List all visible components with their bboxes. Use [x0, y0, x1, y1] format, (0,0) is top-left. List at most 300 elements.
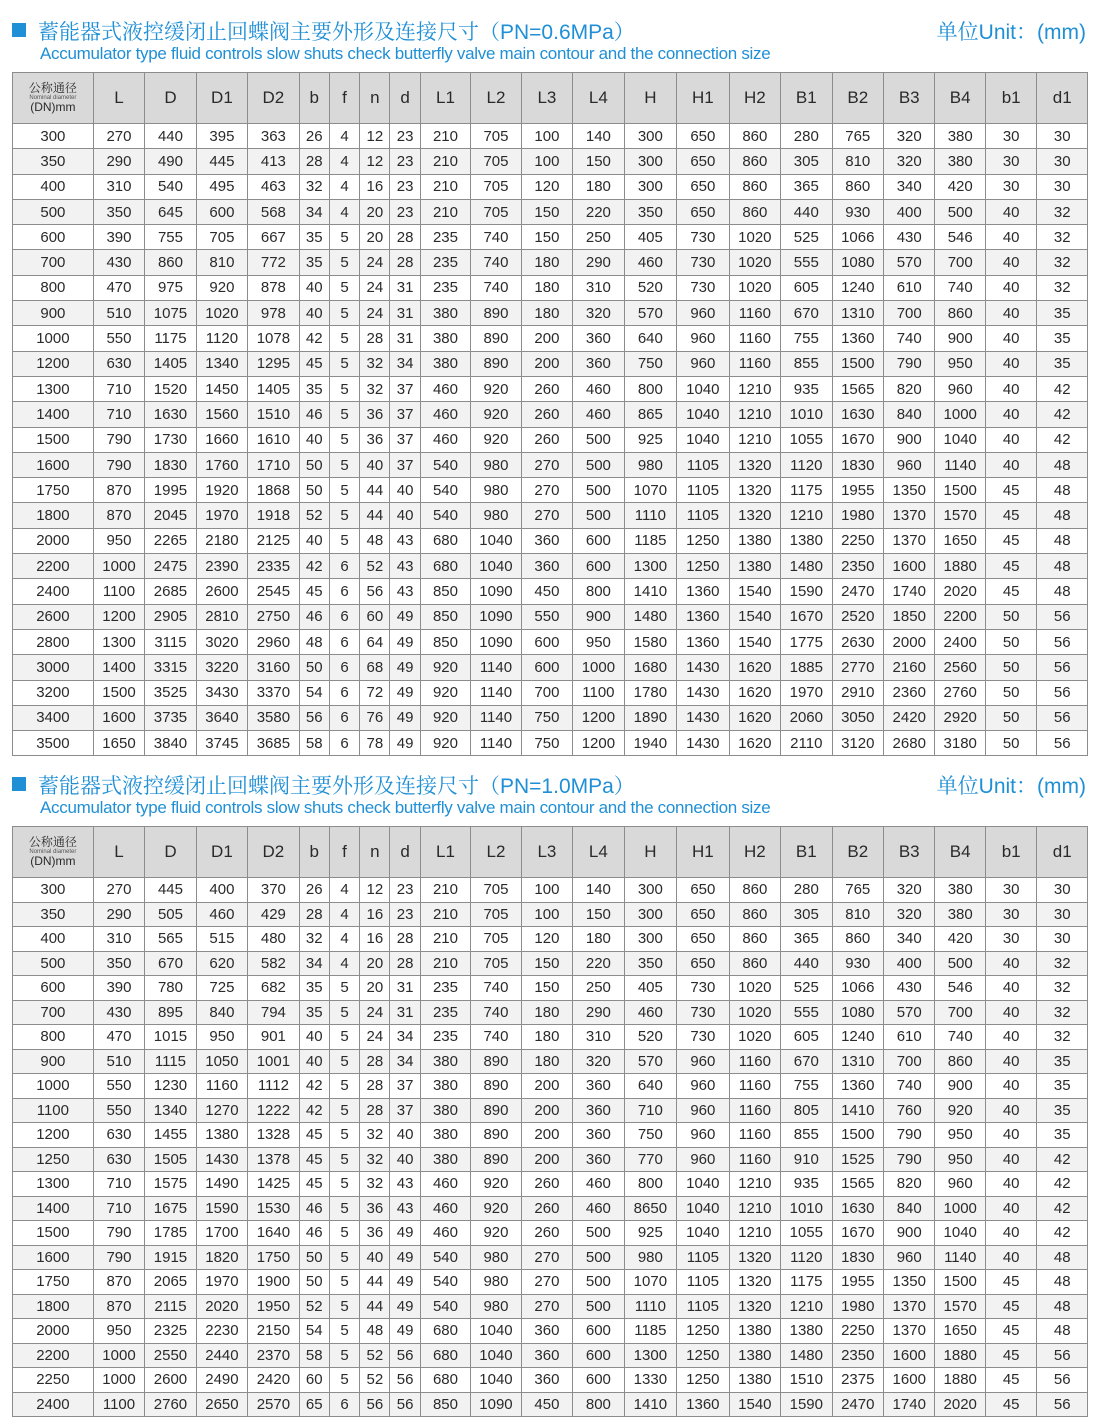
dimension-cell: 980: [471, 478, 521, 503]
dimension-cell: 49: [390, 629, 420, 654]
dn-cell: 1400: [13, 1196, 94, 1221]
dimension-cell: 45: [299, 1147, 329, 1172]
dn-cell: 400: [13, 927, 94, 952]
dimension-cell: 925: [624, 427, 676, 452]
dimension-cell: 1740: [884, 579, 935, 604]
dimension-cell: 800: [573, 579, 624, 604]
dimension-cell: 3115: [145, 629, 196, 654]
dimension-cell: 1650: [935, 1319, 985, 1344]
dimension-cell: 445: [145, 878, 196, 903]
dimension-cell: 1360: [677, 604, 729, 629]
column-header: D2: [248, 827, 299, 878]
dimension-cell: 35: [299, 976, 329, 1001]
dimension-cell: 395: [196, 124, 247, 149]
dimension-cell: 4: [329, 174, 359, 199]
dimension-cell: 42: [299, 326, 329, 351]
dimension-cell: 42: [1037, 427, 1088, 452]
dimension-cell: 24: [360, 1025, 390, 1050]
dimension-cell: 6: [329, 579, 359, 604]
dimension-cell: 755: [781, 326, 832, 351]
dimension-cell: 380: [420, 351, 470, 376]
dimension-cell: 3840: [145, 731, 196, 756]
dimension-cell: 23: [390, 124, 420, 149]
dn-cell: 900: [13, 301, 94, 326]
dimension-cell: 5: [329, 1172, 359, 1197]
dimension-cell: 740: [935, 275, 985, 300]
dimension-cell: 1590: [196, 1196, 247, 1221]
dimension-cell: 48: [1037, 503, 1088, 528]
dimension-cell: 960: [677, 1098, 729, 1123]
dimension-cell: 49: [390, 1245, 420, 1270]
dimension-cell: 1100: [93, 579, 144, 604]
dimension-cell: 6: [329, 629, 359, 654]
dimension-cell: 1880: [935, 1343, 985, 1368]
dimension-cell: 500: [573, 503, 624, 528]
dimension-cell: 30: [1037, 902, 1088, 927]
dimension-cell: 1320: [729, 452, 780, 477]
dimension-cell: 740: [935, 1025, 985, 1050]
dimension-cell: 450: [521, 1392, 572, 1417]
dimension-cell: 52: [360, 554, 390, 579]
dimension-cell: 1620: [729, 680, 780, 705]
dimension-cell: 180: [573, 174, 624, 199]
dimension-cell: 150: [521, 199, 572, 224]
dimension-cell: 1222: [248, 1098, 299, 1123]
dimension-cell: 340: [884, 174, 935, 199]
dimension-cell: 546: [935, 976, 985, 1001]
dimension-cell: 790: [884, 1147, 935, 1172]
dimension-cell: 605: [781, 275, 832, 300]
dimension-cell: 40: [985, 951, 1036, 976]
dimension-cell: 610: [884, 1025, 935, 1050]
table-row: [13, 1319, 1088, 1344]
dimension-cell: 960: [677, 1074, 729, 1099]
dimension-cell: 870: [93, 1294, 144, 1319]
dimension-cell: 1115: [145, 1049, 196, 1074]
dimension-cell: 45: [299, 579, 329, 604]
dimension-cell: 363: [248, 124, 299, 149]
dimension-cell: 750: [624, 1123, 676, 1148]
dimension-table: [12, 72, 1088, 756]
dimension-cell: 31: [390, 275, 420, 300]
header-row: [13, 827, 1088, 878]
dimension-cell: 920: [471, 1196, 521, 1221]
dn-cell: 3500: [13, 731, 94, 756]
dimension-cell: 3315: [145, 655, 196, 680]
dimension-cell: 705: [471, 199, 521, 224]
dimension-cell: 1020: [729, 1000, 780, 1025]
dimension-cell: 34: [299, 199, 329, 224]
dimension-cell: 45: [985, 1294, 1036, 1319]
dimension-cell: 520: [624, 1025, 676, 1050]
dimension-cell: 610: [884, 275, 935, 300]
dimension-cell: 550: [93, 326, 144, 351]
dimension-cell: 1670: [832, 1221, 883, 1246]
dimension-cell: 35: [299, 225, 329, 250]
dimension-cell: 1580: [624, 629, 676, 654]
dimension-cell: 860: [935, 1049, 985, 1074]
dimension-cell: 500: [573, 1245, 624, 1270]
dimension-cell: 860: [729, 951, 780, 976]
dimension-cell: 546: [935, 225, 985, 250]
dimension-cell: 600: [521, 655, 572, 680]
dimension-cell: 1210: [781, 503, 832, 528]
dimension-cell: 460: [573, 1172, 624, 1197]
dn-cell: 350: [13, 902, 94, 927]
dimension-cell: 950: [935, 1123, 985, 1148]
dimension-cell: 930: [832, 951, 883, 976]
dimension-cell: 463: [248, 174, 299, 199]
table-row: [13, 1196, 1088, 1221]
dimension-cell: 400: [196, 878, 247, 903]
dimension-cell: 56: [390, 1368, 420, 1393]
dimension-cell: 1340: [196, 351, 247, 376]
dn-cell: 600: [13, 225, 94, 250]
dimension-cell: 1105: [677, 1270, 729, 1295]
dimension-cell: 290: [93, 149, 144, 174]
dimension-cell: 920: [935, 1098, 985, 1123]
dimension-cell: 3120: [832, 731, 883, 756]
dimension-cell: 650: [677, 199, 729, 224]
dimension-cell: 16: [360, 927, 390, 952]
column-header: D1: [196, 73, 247, 124]
dimension-cell: 510: [93, 301, 144, 326]
dimension-cell: 920: [196, 275, 247, 300]
column-header: B2: [832, 73, 883, 124]
dimension-cell: 840: [196, 1000, 247, 1025]
dimension-cell: 667: [248, 225, 299, 250]
dimension-cell: 430: [93, 250, 144, 275]
table-row: [13, 326, 1088, 351]
dimension-cell: 2400: [935, 629, 985, 654]
dimension-cell: 320: [884, 902, 935, 927]
dimension-cell: 300: [624, 927, 676, 952]
dimension-cell: 32: [299, 927, 329, 952]
dimension-cell: 32: [1037, 199, 1088, 224]
dimension-cell: 370: [248, 878, 299, 903]
dimension-cell: 705: [196, 225, 247, 250]
dn-cell: 2800: [13, 629, 94, 654]
dimension-cell: 12: [360, 878, 390, 903]
dimension-cell: 960: [677, 351, 729, 376]
dimension-cell: 2115: [145, 1294, 196, 1319]
dimension-cell: 1110: [624, 1294, 676, 1319]
dimension-cell: 1300: [93, 629, 144, 654]
dimension-cell: 5: [329, 1025, 359, 1050]
dimension-cell: 54: [299, 1319, 329, 1344]
dimension-cell: 810: [196, 250, 247, 275]
dimension-cell: 1040: [677, 1172, 729, 1197]
dimension-cell: 30: [985, 174, 1036, 199]
dimension-cell: 31: [390, 301, 420, 326]
dimension-cell: 1250: [677, 1319, 729, 1344]
dimension-cell: 30: [1037, 149, 1088, 174]
dn-header-cell: [13, 827, 94, 878]
dimension-cell: 860: [145, 250, 196, 275]
dimension-cell: 1340: [145, 1098, 196, 1123]
dimension-cell: 1020: [729, 1025, 780, 1050]
dimension-cell: 895: [145, 1000, 196, 1025]
dimension-cell: 429: [248, 902, 299, 927]
column-header: n: [360, 827, 390, 878]
dimension-cell: 1850: [884, 604, 935, 629]
dimension-cell: 320: [573, 301, 624, 326]
table-row: [13, 301, 1088, 326]
dimension-cell: 980: [624, 1245, 676, 1270]
dimension-cell: 500: [935, 199, 985, 224]
dimension-cell: 23: [390, 174, 420, 199]
dimension-cell: 500: [573, 1270, 624, 1295]
dimension-cell: 1020: [729, 250, 780, 275]
dimension-cell: 300: [624, 902, 676, 927]
dimension-cell: 30: [1037, 174, 1088, 199]
dimension-cell: 37: [390, 452, 420, 477]
dimension-cell: 500: [573, 427, 624, 452]
dimension-cell: 420: [935, 927, 985, 952]
title-chinese: 蓄能器式液控缓闭止回蝶阀主要外形及连接尺寸（PN=0.6MPa）: [38, 21, 635, 44]
table-row: [13, 1221, 1088, 1246]
dimension-cell: 380: [420, 1074, 470, 1099]
dimension-cell: 960: [677, 1123, 729, 1148]
dimension-cell: 1040: [677, 376, 729, 401]
dimension-cell: 860: [729, 124, 780, 149]
column-header: L4: [573, 73, 624, 124]
dimension-cell: 1740: [884, 1392, 935, 1417]
dimension-cell: 235: [420, 976, 470, 1001]
dimension-cell: 40: [985, 1123, 1036, 1148]
dimension-cell: 460: [624, 250, 676, 275]
dimension-cell: 45: [299, 1123, 329, 1148]
dimension-cell: 1078: [248, 326, 299, 351]
dimension-cell: 1320: [729, 478, 780, 503]
dimension-cell: 40: [985, 1000, 1036, 1025]
dimension-cell: 565: [145, 927, 196, 952]
dimension-cell: 380: [935, 878, 985, 903]
dimension-cell: 300: [624, 174, 676, 199]
dimension-cell: 700: [884, 1049, 935, 1074]
dimension-cell: 30: [985, 902, 1036, 927]
dimension-cell: 1200: [93, 604, 144, 629]
dimension-cell: 900: [935, 326, 985, 351]
dimension-cell: 1380: [729, 528, 780, 553]
dimension-cell: 440: [145, 124, 196, 149]
dimension-cell: 37: [390, 1098, 420, 1123]
dn-cell: 700: [13, 250, 94, 275]
dimension-cell: 1360: [677, 629, 729, 654]
dimension-cell: 1670: [832, 427, 883, 452]
dimension-cell: 790: [93, 1221, 144, 1246]
dimension-cell: 1185: [624, 1319, 676, 1344]
dimension-cell: 5: [329, 1270, 359, 1295]
dimension-cell: 280: [781, 878, 832, 903]
dn-cell: 300: [13, 878, 94, 903]
column-header: H1: [677, 73, 729, 124]
column-header: L1: [420, 827, 470, 878]
dimension-cell: 1630: [832, 402, 883, 427]
dn-cell: 600: [13, 976, 94, 1001]
dimension-cell: 28: [360, 1074, 390, 1099]
dimension-cell: 1540: [729, 604, 780, 629]
dimension-cell: 4: [329, 878, 359, 903]
dimension-cell: 28: [390, 225, 420, 250]
dimension-cell: 43: [390, 579, 420, 604]
dn-cell: 3000: [13, 655, 94, 680]
dimension-cell: 840: [884, 402, 935, 427]
dimension-cell: 670: [781, 1049, 832, 1074]
dimension-cell: 2910: [832, 680, 883, 705]
dimension-cell: 2265: [145, 528, 196, 553]
dimension-cell: 2375: [832, 1368, 883, 1393]
dimension-cell: 40: [985, 376, 1036, 401]
dimension-cell: 620: [196, 951, 247, 976]
dimension-cell: 1080: [832, 250, 883, 275]
table-row: [13, 452, 1088, 477]
table-row: [13, 878, 1088, 903]
dimension-cell: 210: [420, 951, 470, 976]
dimension-cell: 445: [196, 149, 247, 174]
dimension-cell: 525: [781, 976, 832, 1001]
dimension-cell: 40: [985, 427, 1036, 452]
dimension-cell: 1775: [781, 629, 832, 654]
dimension-cell: 460: [624, 1000, 676, 1025]
dimension-cell: 40: [985, 250, 1036, 275]
dimension-cell: 36: [360, 427, 390, 452]
table-row: [13, 1392, 1088, 1417]
dimension-cell: 980: [471, 1294, 521, 1319]
dimension-cell: 1630: [832, 1196, 883, 1221]
dimension-cell: 100: [521, 902, 572, 927]
dimension-cell: 52: [360, 1343, 390, 1368]
dimension-cell: 48: [299, 629, 329, 654]
dimension-cell: 49: [390, 655, 420, 680]
dimension-cell: 755: [145, 225, 196, 250]
dimension-cell: 42: [1037, 376, 1088, 401]
dn-cell: 1400: [13, 402, 94, 427]
dimension-cell: 1070: [624, 1270, 676, 1295]
dimension-cell: 235: [420, 1000, 470, 1025]
dimension-cell: 1160: [196, 1074, 247, 1099]
dimension-cell: 30: [1037, 878, 1088, 903]
dimension-cell: 413: [248, 149, 299, 174]
dimension-cell: 405: [624, 976, 676, 1001]
dimension-cell: 2545: [248, 579, 299, 604]
dimension-cell: 1360: [677, 579, 729, 604]
dimension-cell: 1160: [729, 1123, 780, 1148]
dimension-cell: 65: [299, 1392, 329, 1417]
dimension-cell: 250: [573, 976, 624, 1001]
dn-cell: 1200: [13, 351, 94, 376]
dimension-cell: 150: [521, 976, 572, 1001]
dimension-cell: 380: [420, 326, 470, 351]
dimension-cell: 1830: [832, 1245, 883, 1270]
dimension-cell: 1730: [145, 427, 196, 452]
dimension-cell: 1500: [935, 1270, 985, 1295]
dimension-cell: 20: [360, 225, 390, 250]
dimension-cell: 180: [521, 1000, 572, 1025]
dn-cell: 1300: [13, 376, 94, 401]
dimension-cell: 37: [390, 376, 420, 401]
table-row: [13, 1025, 1088, 1050]
column-header: B1: [781, 827, 832, 878]
column-header: B1: [781, 73, 832, 124]
dimension-cell: 380: [420, 1123, 470, 1148]
dimension-cell: 1210: [729, 1221, 780, 1246]
dn-cell: 300: [13, 124, 94, 149]
dimension-cell: 42: [1037, 1196, 1088, 1221]
dimension-cell: 710: [624, 1098, 676, 1123]
dimension-cell: 210: [420, 199, 470, 224]
dimension-cell: 1210: [729, 1172, 780, 1197]
dimension-cell: 49: [390, 604, 420, 629]
dimension-cell: 682: [248, 976, 299, 1001]
dimension-cell: 5: [329, 1123, 359, 1148]
dimension-cell: 250: [573, 225, 624, 250]
dimension-cell: 555: [781, 250, 832, 275]
column-header: b: [299, 73, 329, 124]
dimension-cell: 42: [1037, 1172, 1088, 1197]
dimension-cell: 1920: [196, 478, 247, 503]
dimension-cell: 42: [299, 554, 329, 579]
dn-cell: 1500: [13, 1221, 94, 1246]
dimension-cell: 570: [624, 301, 676, 326]
dimension-cell: 1520: [145, 376, 196, 401]
dimension-cell: 270: [521, 1294, 572, 1319]
dimension-cell: 1010: [781, 1196, 832, 1221]
blue-square-icon: [12, 23, 26, 37]
dimension-cell: 5: [329, 1245, 359, 1270]
dimension-cell: 5: [329, 503, 359, 528]
dimension-cell: 490: [145, 149, 196, 174]
dimension-cell: 1600: [884, 1343, 935, 1368]
dimension-cell: 1000: [93, 554, 144, 579]
dimension-cell: 740: [471, 250, 521, 275]
dimension-cell: 794: [248, 1000, 299, 1025]
dimension-cell: 1160: [729, 1147, 780, 1172]
dn-cell: 500: [13, 199, 94, 224]
dimension-cell: 49: [390, 731, 420, 756]
dimension-cell: 860: [729, 927, 780, 952]
dimension-cell: 1360: [832, 326, 883, 351]
unit-label: 单位Unit：(mm): [936, 21, 1086, 44]
dn-header-cn: 公称通径: [28, 81, 77, 96]
dimension-cell: 540: [420, 478, 470, 503]
dimension-cell: 600: [573, 1319, 624, 1344]
dimension-cell: 1430: [196, 1147, 247, 1172]
dimension-cell: 1175: [781, 1270, 832, 1295]
dimension-cell: 320: [884, 124, 935, 149]
dimension-cell: 1600: [884, 1368, 935, 1393]
dimension-cell: 1500: [832, 351, 883, 376]
dimension-cell: 45: [985, 503, 1036, 528]
dimension-cell: 235: [420, 250, 470, 275]
dn-cell: 1750: [13, 478, 94, 503]
dimension-cell: 48: [1037, 1245, 1088, 1270]
dimension-cell: 710: [93, 376, 144, 401]
dimension-cell: 45: [985, 1392, 1036, 1417]
dimension-cell: 6: [329, 731, 359, 756]
dimension-cell: 740: [471, 1025, 521, 1050]
dimension-cell: 1540: [729, 629, 780, 654]
dimension-cell: 1970: [781, 680, 832, 705]
dimension-cell: 730: [677, 275, 729, 300]
dimension-cell: 32: [1037, 275, 1088, 300]
dimension-cell: 56: [1037, 731, 1088, 756]
dimension-cell: 43: [390, 554, 420, 579]
dimension-cell: 2180: [196, 528, 247, 553]
dimension-cell: 950: [93, 528, 144, 553]
column-header: D2: [248, 73, 299, 124]
dimension-cell: 3745: [196, 731, 247, 756]
